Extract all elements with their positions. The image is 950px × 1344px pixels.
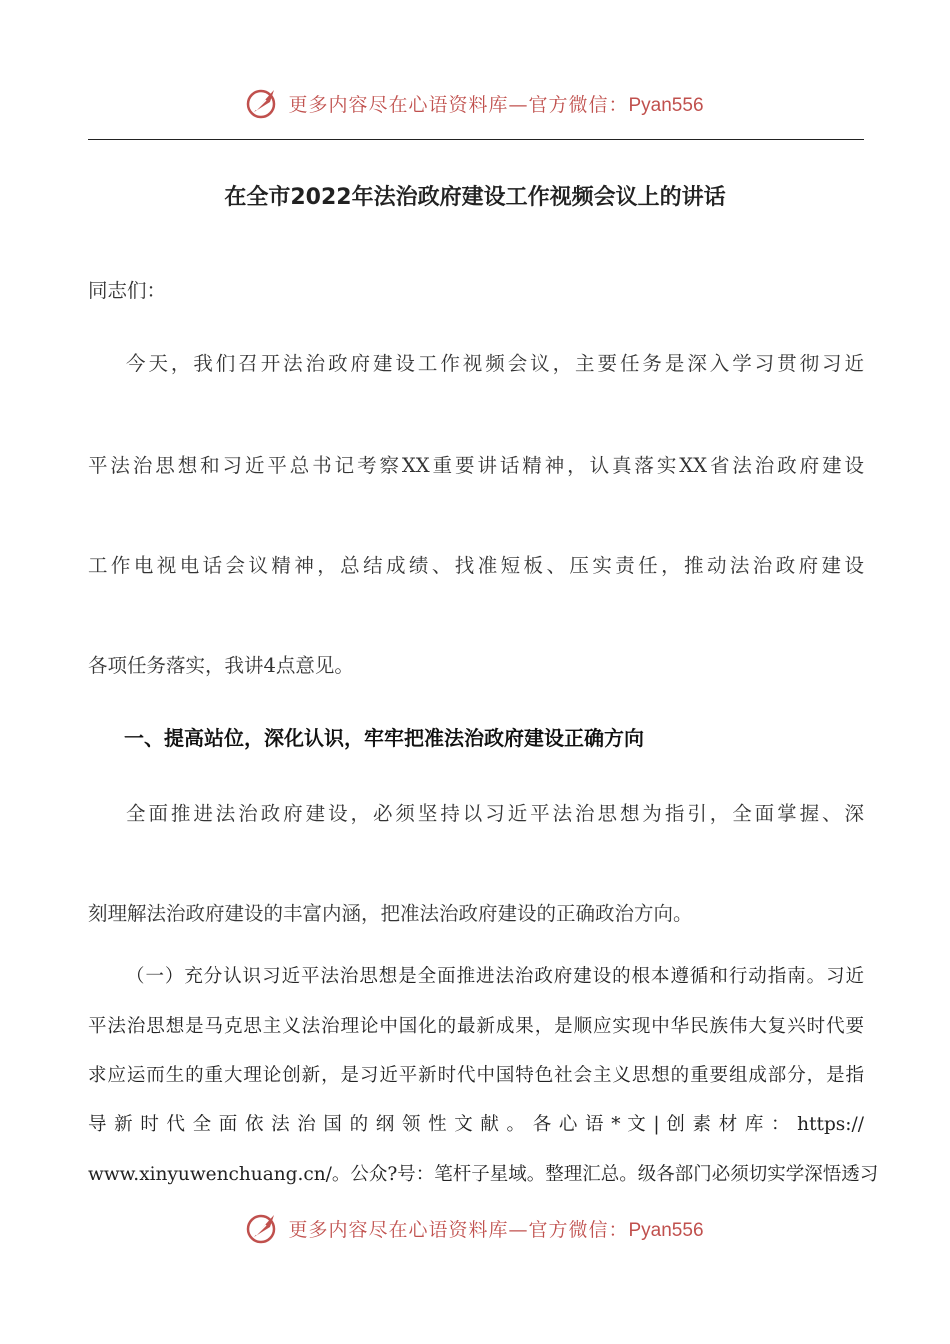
salutation: 同志们： <box>88 279 167 302</box>
header-divider <box>88 139 864 140</box>
intro-line-3: 工作电视电话会议精神，总结成绩、找准短板、压实责任，推动法治政府建设 <box>88 554 864 577</box>
banner-text <box>288 1215 703 1242</box>
subsection-line-1: （一）充分认识习近平法治思想是全面推进法治政府建设的根本遵循和行动指南。习近 <box>126 966 864 987</box>
section-heading: 一、提高站位，深化认识，牢牢把准法治政府建设正确方向 <box>124 726 644 750</box>
section1-line-1: 全面推进法治政府建设，必须坚持以习近平法治思想为指引，全面掌握、深 <box>126 802 864 825</box>
banner-slogan: 更多内容尽在心语资料库—官方微信： <box>288 1218 629 1241</box>
banner-wechat-id: Pyan556 <box>628 1219 704 1241</box>
banner-wechat-id: Pyan556 <box>628 94 704 116</box>
subsection-line-5: www.xinyuwenchuang.cn/。公众?号：笔杆子星域。整理汇总。级各部门必须切实学深悟透习 <box>88 1164 879 1185</box>
subsection-line-2: 平法治思想是马克思主义法治理论中国化的最新成果，是顺应实现中华民族伟大复兴时代要 <box>88 1016 864 1037</box>
section1-line-2: 刻理解法治政府建设的丰富内涵，把准法治政府建设的正确政治方向。 <box>88 902 693 925</box>
subsection-line-3: 求应运而生的重大理论创新，是习近平新时代中国特色社会主义思想的重要组成部分，是指 <box>88 1065 864 1086</box>
document-title: 在全市2022年法治政府建设工作视频会议上的讲话 <box>224 185 726 210</box>
footer-banner <box>0 1208 950 1248</box>
intro-line-4: 各项任务落实，我讲4点意见。 <box>88 654 354 677</box>
intro-line-2: 平法治思想和习近平总书记考察XX重要讲话精神，认真落实XX省法治政府建设 <box>88 454 864 477</box>
banner-slogan: 更多内容尽在心语资料库—官方微信： <box>288 93 629 116</box>
header-banner <box>0 83 950 123</box>
intro-line-1: 今天，我们召开法治政府建设工作视频会议，主要任务是深入学习贯彻习近 <box>126 352 864 375</box>
quill-logo-icon <box>246 1211 280 1245</box>
banner-text <box>288 90 703 117</box>
subsection-line-4: 导 新 时 代 全 面 依 法 治 国 的 纲 领 性 文 献 。 各 心 语 * 文 | 创 素 材 库 ： https:// <box>88 1114 864 1135</box>
quill-logo-icon <box>246 86 280 120</box>
